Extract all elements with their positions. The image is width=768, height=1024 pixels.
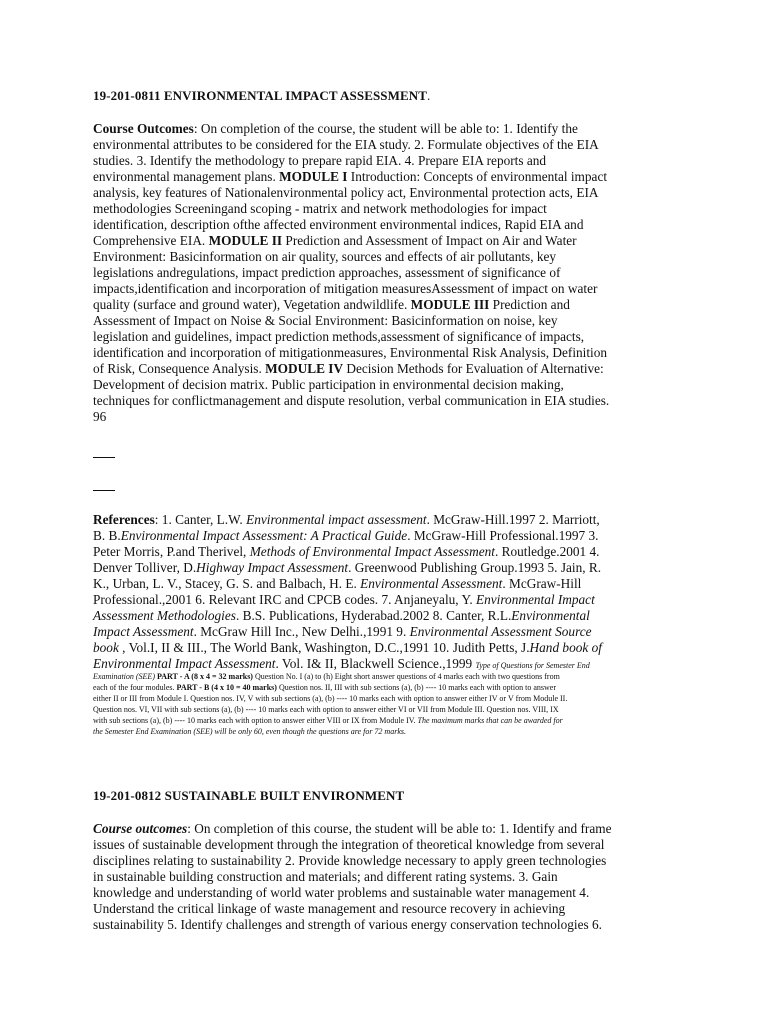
text-run: B. B. (93, 528, 121, 543)
text-run: Denver Tolliver, D. (93, 560, 197, 575)
text-run: : On completion of the course, the student will be able to: 1. Identify the (193, 121, 578, 136)
module-label: MODULE I (279, 169, 348, 184)
references-line (93, 624, 592, 640)
text-run: of Risk, Consequence Analysis. (93, 361, 266, 376)
book-title: Environmental Impact Assessment: A Practical Guide (120, 528, 408, 543)
heading-text: 19-201-0811 ENVIRONMENTAL IMPACT ASSESSMENT (93, 88, 428, 103)
exam-note: The maximum marks that can be awarded for (417, 716, 563, 725)
references-line (93, 576, 581, 592)
book-title: Impact Assessment (93, 624, 194, 639)
book-title: Environmental (511, 608, 590, 623)
references-line (93, 592, 595, 608)
separator-rule (93, 457, 115, 458)
references-line (93, 544, 599, 560)
text-run: quality (surface and ground water), Vegetation andwildlife. (93, 297, 411, 312)
course-heading-eia (93, 88, 430, 104)
outcomes-line: environmental attributes to be considered for the EIA study. 2. Formulate objectives of the EIA (93, 137, 599, 152)
text-run: Question No. I (a) to (h) Eight short answer questions of 4 marks each with two questions from (252, 672, 560, 681)
text-run: . Vol. I& II, Blackwell Science.,1999 (275, 656, 476, 671)
text-run: . McGraw-Hill (502, 576, 582, 591)
text-run: Introduction: Concepts of environmental impact (347, 169, 608, 184)
outcomes-line: studies. 3. Identify the methodology to prepare rapid EIA. 4. Prepare EIA reports and (93, 153, 547, 168)
outcomes-line (93, 233, 577, 249)
book-title: book (93, 640, 119, 655)
exam-line: either II or III from Module I. Question nos. IV, V with sub sections (a), (b) ---- 10 marks each with option to answer either IV or V from Module II. (93, 694, 568, 703)
outcomes-label: Course Outcomes (93, 121, 194, 136)
outcomes-line: disciplines relating to sustainability 2. Provide knowledge necessary to apply green technologies (93, 853, 607, 868)
book-title: Assessment Methodologies (93, 608, 236, 623)
references-label: References (93, 512, 155, 527)
exam-line (93, 716, 563, 726)
book-title: Environmental Assessment Source (409, 624, 592, 639)
outcomes-line: legislation and guidelines, impact prediction methods,assessment of significance of impacts, (93, 329, 585, 344)
outcomes-line: issues of sustainable development through the integration of theoretical knowledge from several (93, 837, 605, 852)
text-run: Prediction and Assessment of Impact on Air and Water (282, 233, 577, 248)
outcomes-label: Course outcomes (93, 821, 188, 836)
text-run: Peter Morris, P.and Therivel, (93, 544, 250, 559)
outcomes-line (93, 169, 607, 185)
text-run: each of the four modules. (93, 683, 177, 692)
text-run: . McGraw-Hill Professional.1997 3. (407, 528, 599, 543)
text-run: environmental management plans. (93, 169, 280, 184)
book-title: Hand book of (529, 640, 602, 655)
text-run: . Routledge.2001 4. (494, 544, 600, 559)
outcomes-line (93, 121, 578, 137)
book-title: Methods of Environmental Impact Assessment (249, 544, 495, 559)
module-label: MODULE II (208, 233, 283, 248)
exam-line: Question nos. VI, VII with sub sections (a), (b) ---- 10 marks each with option to answer either VI or VII from Module III. Question nos. VIII, IX (93, 705, 559, 714)
references-line (93, 560, 601, 576)
outcomes-line (93, 821, 612, 837)
book-title: Environmental Assessment (360, 576, 503, 591)
exam-line (93, 727, 406, 737)
outcomes-line: Assessment of Impact on Noise & Social Environment: Basicinformation on noise, key (93, 313, 558, 328)
outcomes-line: legislations andregulations, impact prediction approaches, assessment of significance of (93, 265, 561, 280)
outcomes-line: techniques for conflictmanagement and dispute resolution, verbal communication in EIA studies. (93, 393, 610, 408)
module-label: MODULE IV (265, 361, 344, 376)
text-run: K., Urban, L. V., Stacey, G. S. and Balbach, H. E. (93, 576, 361, 591)
references-line (93, 512, 600, 528)
references-line (93, 528, 599, 544)
outcomes-line: impacts,identification and incorporation of mitigation measuresAssessment of impact on water (93, 281, 598, 296)
exam-note: the Semester End Examination (SEE) will be only 60, even though the questions are for 72 marks. (93, 727, 406, 736)
outcomes-line: identification, description ofthe affected environment environmental indices, Rapid EIA and (93, 217, 584, 232)
text-run: Professional.,2001 6. Relevant IRC and CPCB codes. 7. Anjaneyalu, Y. (93, 592, 476, 607)
outcomes-line (93, 297, 570, 313)
text-run: Prediction and (489, 297, 570, 312)
exam-line (93, 683, 556, 693)
part-label: PART - B (4 x 10 = 40 marks) (176, 683, 277, 692)
outcomes-line: Environment: Basicinformation on air quality, sources and effects of air pollutants, key (93, 249, 557, 264)
outcomes-line (93, 361, 604, 377)
module-label: MODULE III (410, 297, 490, 312)
book-title: Environmental impact assessment (246, 512, 427, 527)
text-run: Comprehensive EIA. (93, 233, 209, 248)
exam-heading-start: Type of Questions for Semester End (475, 661, 590, 670)
outcomes-line: 96 (93, 409, 107, 424)
text-run: Question nos. II, III with sub sections (a), (b) ---- 10 marks each with option to answer (276, 683, 556, 692)
references-line (93, 640, 602, 656)
outcomes-line: identification and incorporation of mitigationmeasures, Environmental Risk Analysis, Definition (93, 345, 608, 360)
part-label: PART - A (8 x 4 = 32 marks) (156, 672, 253, 681)
text-run: Decision Methods for Evaluation of Alternative: (343, 361, 604, 376)
text-run: , Vol.I, II & III., The World Bank, Washington, D.C.,1991 10. Judith Petts, J. (118, 640, 530, 655)
outcomes-line: analysis, key features of Nationalenvironmental policy act, Environmental protection acts, EIA (93, 185, 599, 200)
text-run: . Greenwood Publishing Group.1993 5. Jain, R. (348, 560, 602, 575)
text-run: : 1. Canter, L.W. (154, 512, 247, 527)
exam-line (93, 672, 560, 682)
outcomes-line: in sustainable building construction and materials; and different rating systems. 3. Gain (93, 869, 558, 884)
heading-period: . (427, 88, 431, 103)
exam-heading-end: Examination (SEE) (93, 672, 157, 681)
outcomes-line: Development of decision matrix. Public participation in environmental decision making, (93, 377, 564, 392)
text-run: . McGraw-Hill.1997 2. Marriott, (426, 512, 600, 527)
separator-rule (93, 490, 115, 491)
course-heading-sbe: 19-201-0812 SUSTAINABLE BUILT ENVIRONMENT (93, 788, 405, 803)
text-run: . B.S. Publications, Hyderabad.2002 8. Canter, R.L. (235, 608, 512, 623)
book-title: Environmental Impact Assessment (93, 656, 276, 671)
book-title: Highway Impact Assessment (196, 560, 349, 575)
book-title: Environmental Impact (476, 592, 595, 607)
outcomes-line: Understand the critical linkage of waste management and resource recovery in achieving (93, 901, 566, 916)
outcomes-line: methodologies Screeningand scoping - matrix and network methodologies for impact (93, 201, 547, 216)
outcomes-line: sustainability 5. Identify challenges and strength of various energy conservation technologies 6. (93, 917, 602, 932)
text-run: . McGraw Hill Inc., New Delhi.,1991 9. (193, 624, 410, 639)
text-run: with sub sections (a), (b) ---- 10 marks each with option to answer either VIII or IX from Module IV. (93, 716, 418, 725)
outcomes-line: knowledge and understanding of world water problems and sustainable water management 4. (93, 885, 590, 900)
references-line (93, 608, 590, 624)
text-run: : On completion of this course, the student will be able to: 1. Identify and frame (187, 821, 612, 836)
